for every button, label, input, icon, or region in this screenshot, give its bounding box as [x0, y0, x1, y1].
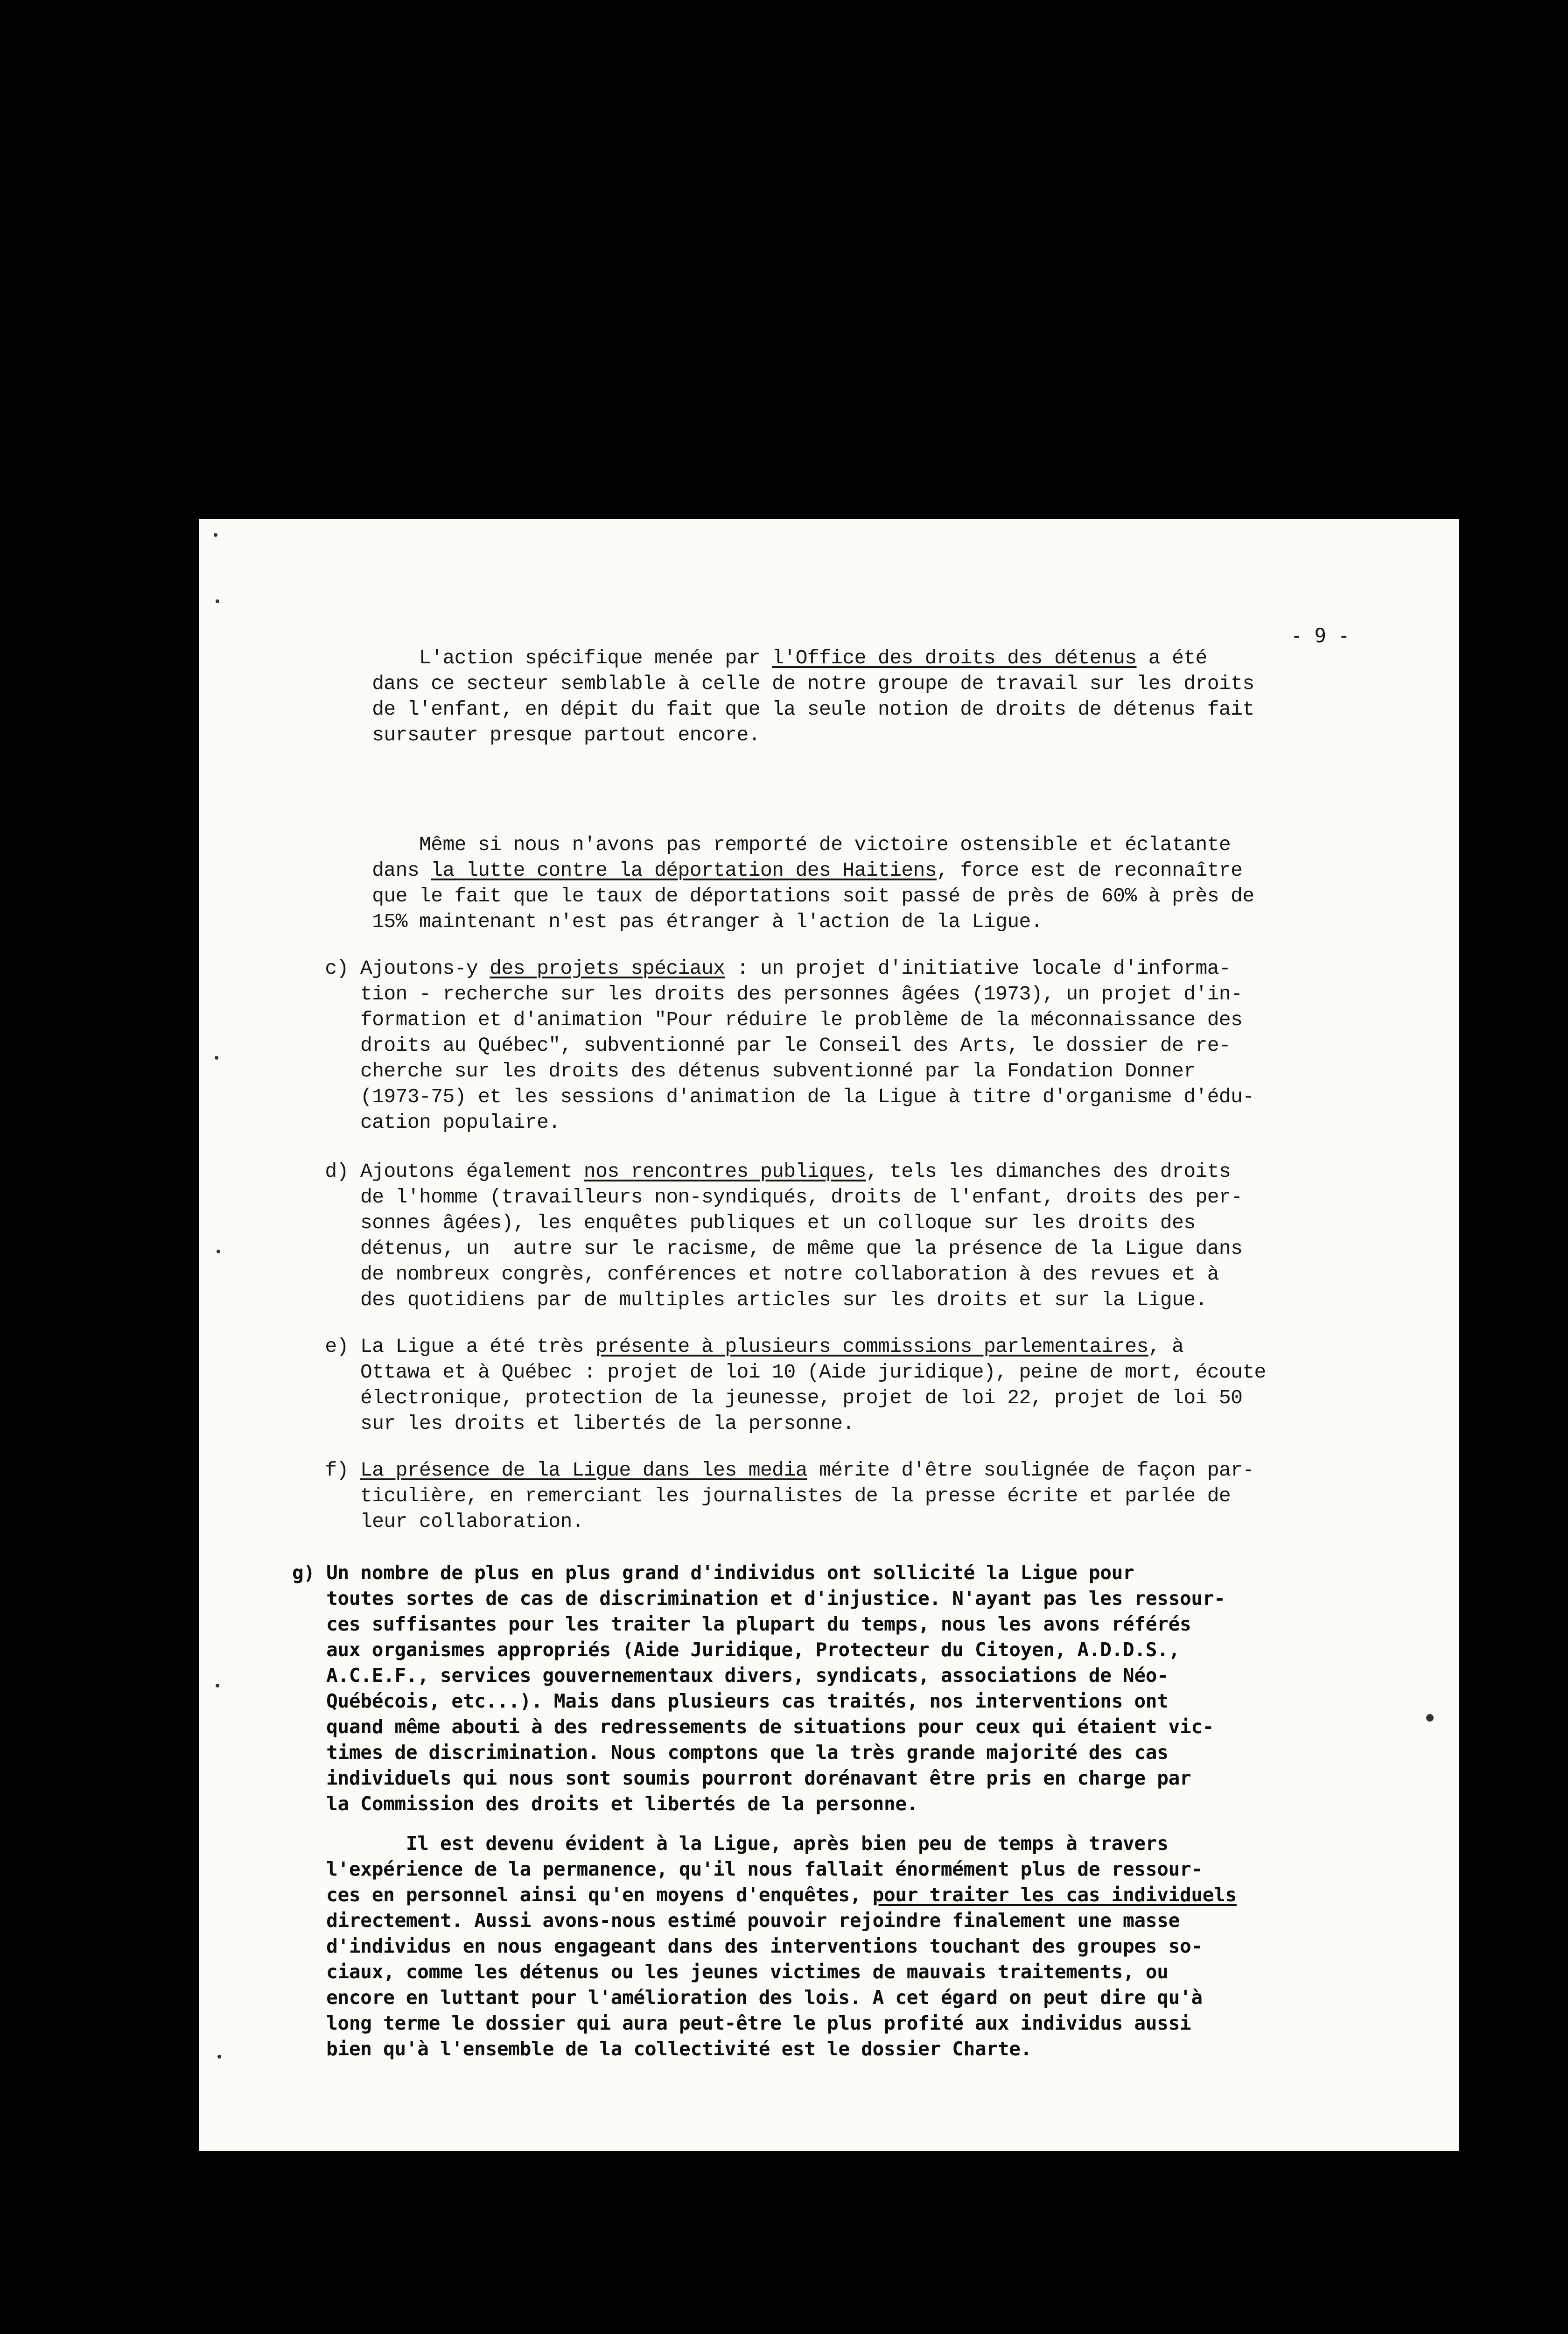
text-line: encore en luttant pour l'amélioration des lois. A cet égard on peut dire qu'à	[292, 1986, 1203, 2009]
underlined-phrase: l'Office des droits des détenus	[772, 647, 1137, 669]
underlined-phrase: des projets spéciaux	[490, 957, 725, 980]
text-line: que le fait que le taux de déportations soit passé de près de 60% à près de	[301, 885, 1254, 907]
text-line: quand même abouti à des redressements de situations pour ceux qui étaient vic-	[292, 1715, 1214, 1738]
text-line: de l'homme (travailleurs non-syndiqués, droits de l'enfant, droits des per-	[301, 1186, 1243, 1209]
text-line: dans la lutte contre la déportation des Haitiens, force est de reconnaître	[301, 859, 1243, 882]
text-line: formation et d'animation "Pour réduire le problème de la méconnaissance des	[301, 1008, 1243, 1031]
underlined-phrase: la lutte contre la déportation des Haitiens	[431, 859, 937, 882]
text-line: 15% maintenant n'est pas étranger à l'action de la Ligue.	[301, 910, 1043, 933]
underlined-phrase: pour traiter les cas individuels	[872, 1884, 1237, 1906]
text-line: aux organismes appropriés (Aide Juridique, Protecteur du Citoyen, A.D.D.S.,	[292, 1638, 1180, 1661]
text-line: g) Un nombre de plus en plus grand d'individus ont sollicité la Ligue pour	[292, 1561, 1134, 1584]
paragraph	[301, 1457, 1254, 1534]
text-line: ciaux, comme les détenus ou les jeunes victimes de mauvais traitements, ou	[292, 1961, 1169, 1983]
text-line: directement. Aussi avons-nous estimé pouvoir rejoindre finalement une masse	[292, 1909, 1180, 1932]
text-line: tion - recherche sur les droits des personnes âgées (1973), un projet d'in-	[301, 983, 1243, 1005]
document-page	[199, 519, 1459, 2151]
text-line: bien qu'à l'ensemble de la collectivité est le dossier Charte.	[292, 2038, 1032, 2060]
text-line: long terme le dossier qui aura peut-être le plus profité aux individus aussi	[292, 2012, 1191, 2034]
text-line: f) La présence de la Ligue dans les media mérite d'être soulignée de façon par-	[301, 1459, 1254, 1482]
text-line: ces en personnel ainsi qu'en moyens d'enquêtes, pour traiter les cas individuels	[292, 1884, 1237, 1906]
text-line: d'individus en nous engageant dans des interventions touchant des groupes so-	[292, 1935, 1203, 1957]
text-line: times de discrimination. Nous comptons que la très grande majorité des cas	[292, 1741, 1169, 1764]
paragraph	[301, 645, 1254, 748]
page-number: - 9 -	[1291, 624, 1350, 647]
text-line: (1973-75) et les sessions d'animation de la Ligue à titre d'organisme d'édu-	[301, 1085, 1254, 1108]
text-line: e) La Ligue a été très présente à plusieurs commissions parlementaires, à	[301, 1335, 1184, 1358]
text-line: sursauter presque partout encore.	[301, 724, 760, 746]
text-line: cherche sur les droits des détenus subventionné par la Fondation Donner	[301, 1060, 1196, 1083]
text-line: ticulière, en remerciant les journalistes de la presse écrite et parlée de	[301, 1484, 1231, 1507]
paragraph	[292, 1831, 1237, 2062]
text-line: toutes sortes de cas de discrimination et d'injustice. N'ayant pas les ressour-	[292, 1587, 1225, 1610]
paragraph	[301, 1159, 1242, 1313]
margin-mark	[216, 1684, 219, 1687]
text-line: droits au Québec", subventionné par le Conseil des Arts, le dossier de re-	[301, 1034, 1231, 1057]
text-line: électronique, protection de la jeunesse, projet de loi 22, projet de loi 50	[301, 1386, 1243, 1409]
margin-mark	[216, 599, 219, 603]
underlined-phrase: nos rencontres publiques	[583, 1160, 866, 1183]
text-line: A.C.E.F., services gouvernementaux divers, syndicats, associations de Néo-	[292, 1664, 1169, 1687]
margin-mark	[215, 1056, 218, 1060]
paragraph	[301, 1334, 1266, 1436]
paragraph	[292, 1560, 1225, 1817]
text-line: cation populaire.	[301, 1111, 560, 1134]
text-line: leur collaboration.	[301, 1510, 584, 1533]
text-line: individuels qui nous sont soumis pourront dorénavant être pris en charge par	[292, 1767, 1191, 1789]
text-line: la Commission des droits et libertés de la personne.	[292, 1793, 918, 1815]
text-line: dans ce secteur semblable à celle de notre groupe de travail sur les droits	[301, 672, 1254, 695]
underlined-phrase: La présence de la Ligue dans les media	[360, 1459, 807, 1482]
text-line: Il est devenu évident à la Ligue, après bien peu de temps à travers	[292, 1832, 1169, 1855]
text-line: détenus, un autre sur le racisme, de même que la présence de la Ligue dans	[301, 1237, 1243, 1260]
margin-mark	[1426, 1714, 1434, 1722]
paragraph	[301, 956, 1254, 1135]
text-line: Ottawa et à Québec : projet de loi 10 (Aide juridique), peine de mort, écoute	[301, 1361, 1266, 1384]
text-line: l'expérience de la permanence, qu'il nous fallait énormément plus de ressour-	[292, 1858, 1203, 1880]
text-line: sonnes âgées), les enquêtes publiques et un colloque sur les droits des	[301, 1211, 1196, 1234]
text-line: de l'enfant, en dépit du fait que la seule notion de droits de détenus fait	[301, 698, 1254, 721]
text-line: ces suffisantes pour les traiter la plupart du temps, nous les avons référés	[292, 1613, 1191, 1635]
margin-mark	[214, 533, 217, 537]
text-line: d) Ajoutons également nos rencontres publiques, tels les dimanches des droits	[301, 1160, 1231, 1183]
paragraph	[301, 832, 1254, 935]
text-line: Même si nous n'avons pas remporté de victoire ostensible et éclatante	[301, 833, 1231, 856]
text-line: sur les droits et libertés de la personne.	[301, 1412, 854, 1435]
underlined-phrase: présente à plusieurs commissions parlementaires	[595, 1335, 1148, 1358]
text-line: L'action spécifique menée par l'Office des droits des détenus a été	[301, 647, 1207, 669]
margin-mark	[217, 2055, 221, 2059]
text-line: Québécois, etc...). Mais dans plusieurs cas traités, nos interventions ont	[292, 1690, 1169, 1712]
text-line: c) Ajoutons-y des projets spéciaux : un projet d'initiative locale d'informa-	[301, 957, 1231, 980]
margin-mark	[217, 1250, 220, 1253]
text-line: des quotidiens par de multiples articles sur les droits et sur la Ligue.	[301, 1288, 1207, 1311]
text-line: de nombreux congrès, conférences et notre collaboration à des revues et à	[301, 1263, 1219, 1286]
